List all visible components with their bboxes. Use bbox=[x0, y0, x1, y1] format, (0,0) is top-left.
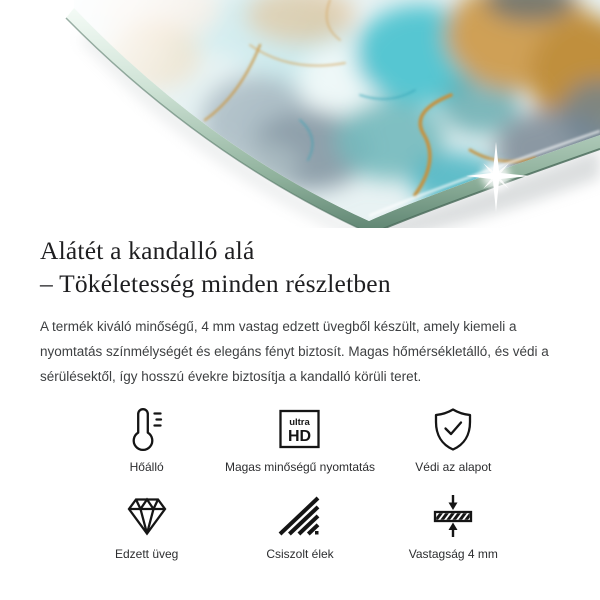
glass-panel-illustration bbox=[0, 0, 600, 228]
thickness-icon bbox=[429, 492, 477, 540]
feature-heat-resistant bbox=[70, 405, 223, 474]
feature-label: Vastagság 4 mm bbox=[408, 547, 498, 561]
thermometer-icon bbox=[123, 405, 171, 453]
svg-text:HD: HD bbox=[287, 428, 312, 445]
feature-tempered-glass bbox=[70, 492, 223, 561]
product-photo bbox=[0, 0, 600, 228]
feature-label: Csiszolt élek bbox=[266, 547, 334, 561]
feature-polished-edges bbox=[223, 492, 376, 561]
feature-print-quality bbox=[223, 405, 376, 474]
page-title bbox=[40, 234, 560, 300]
product-description-section bbox=[0, 234, 600, 561]
feature-base-protection bbox=[377, 405, 530, 474]
title-line-2: – Tökéletesség minden részletben bbox=[40, 269, 391, 298]
feature-grid bbox=[70, 405, 530, 561]
polished-edges-icon bbox=[276, 492, 324, 540]
feature-thickness bbox=[377, 492, 530, 561]
svg-text:ultra: ultra bbox=[289, 417, 310, 428]
ultra-hd-icon bbox=[276, 405, 324, 453]
title-line-1: Alátét a kandalló alá bbox=[40, 236, 255, 265]
shield-check-icon bbox=[429, 405, 477, 453]
feature-label: Magas minőségű nyomtatás bbox=[224, 460, 376, 474]
product-description: A termék kiváló minőségű, 4 mm vastag edzett üvegből készült, amely kiemeli a nyomtatás színmélységét és elegáns fényt biztosít. Magas hőmérsékletálló, és védi a sérülésektől, így hosszú évekre biztosítja a kandalló körüli teret. bbox=[40, 319, 549, 384]
feature-label: Edzett üveg bbox=[114, 547, 179, 561]
feature-label: Hőálló bbox=[129, 460, 164, 474]
diamond-icon bbox=[123, 492, 171, 540]
feature-label: Védi az alapot bbox=[415, 460, 492, 474]
